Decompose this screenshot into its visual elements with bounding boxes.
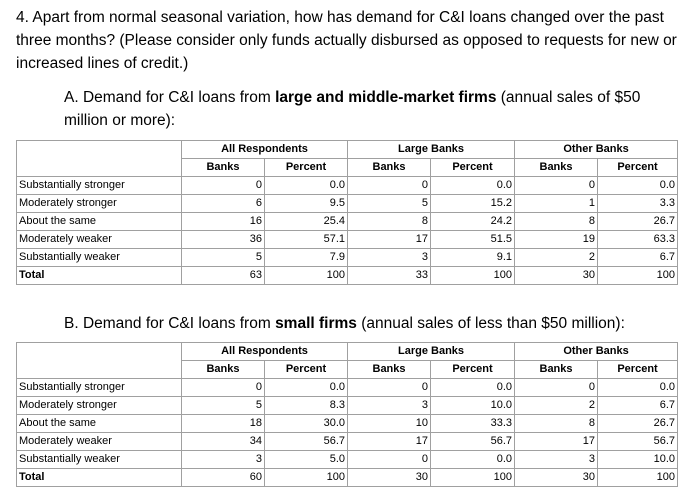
percent-cell: 0.0 xyxy=(431,451,515,469)
question-text: 4. Apart from normal seasonal variation, how has demand for C&I loans changed over the past three months? (Please consider only funds actually disbursed as opposed to requests for new or increased lines of credit.) xyxy=(16,9,677,72)
row-label: Moderately stronger xyxy=(17,195,182,213)
banks-cell: 17 xyxy=(348,433,431,451)
banks-cell: 8 xyxy=(348,213,431,231)
percent-header: Percent xyxy=(598,159,678,177)
banks-cell: 60 xyxy=(182,469,265,487)
banks-cell: 17 xyxy=(515,433,598,451)
percent-cell: 0.0 xyxy=(598,379,678,397)
row-label: Substantially weaker xyxy=(17,249,182,267)
section-a-prefix: A. Demand for C&I loans from xyxy=(64,89,276,106)
group-header: All Respondents xyxy=(182,141,348,159)
percent-cell: 100 xyxy=(431,469,515,487)
banks-cell: 18 xyxy=(182,415,265,433)
group-header: All Respondents xyxy=(182,343,348,361)
table-b xyxy=(16,342,678,487)
banks-cell: 17 xyxy=(348,231,431,249)
row-label: About the same xyxy=(17,213,182,231)
percent-cell: 10.0 xyxy=(598,451,678,469)
row-label: About the same xyxy=(17,415,182,433)
banks-cell: 3 xyxy=(348,249,431,267)
banks-cell: 0 xyxy=(182,177,265,195)
section-a-title xyxy=(64,86,674,132)
table-row xyxy=(17,415,678,433)
section-a-bold: large and middle-market firms xyxy=(275,89,497,106)
section-b-title xyxy=(64,312,674,335)
percent-cell: 56.7 xyxy=(598,433,678,451)
percent-cell: 56.7 xyxy=(265,433,348,451)
row-label: Moderately weaker xyxy=(17,231,182,249)
percent-cell: 100 xyxy=(598,267,678,285)
banks-cell: 10 xyxy=(348,415,431,433)
banks-cell: 5 xyxy=(182,397,265,415)
banks-cell: 6 xyxy=(182,195,265,213)
banks-cell: 3 xyxy=(348,397,431,415)
percent-cell: 5.0 xyxy=(265,451,348,469)
banks-cell: 0 xyxy=(182,379,265,397)
banks-cell: 30 xyxy=(515,267,598,285)
group-header: Other Banks xyxy=(515,141,678,159)
banks-cell: 34 xyxy=(182,433,265,451)
percent-cell: 6.7 xyxy=(598,249,678,267)
table-row xyxy=(17,249,678,267)
percent-cell: 0.0 xyxy=(431,177,515,195)
banks-cell: 30 xyxy=(348,469,431,487)
percent-cell: 8.3 xyxy=(265,397,348,415)
percent-cell: 26.7 xyxy=(598,213,678,231)
section-a-suffix: (annual sales of $50 million or more): xyxy=(64,89,641,129)
total-row xyxy=(17,469,678,487)
percent-cell: 100 xyxy=(598,469,678,487)
group-header: Large Banks xyxy=(348,343,515,361)
banks-header: Banks xyxy=(348,159,431,177)
percent-cell: 51.5 xyxy=(431,231,515,249)
table-row xyxy=(17,213,678,231)
banks-cell: 0 xyxy=(515,177,598,195)
percent-header: Percent xyxy=(598,361,678,379)
banks-cell: 5 xyxy=(348,195,431,213)
banks-cell: 36 xyxy=(182,231,265,249)
group-header-row xyxy=(17,343,678,361)
percent-cell: 56.7 xyxy=(431,433,515,451)
banks-cell: 0 xyxy=(348,379,431,397)
table-row xyxy=(17,397,678,415)
row-label: Total xyxy=(17,469,182,487)
percent-cell: 6.7 xyxy=(598,397,678,415)
table-row xyxy=(17,177,678,195)
group-header: Other Banks xyxy=(515,343,678,361)
percent-cell: 33.3 xyxy=(431,415,515,433)
percent-cell: 63.3 xyxy=(598,231,678,249)
table-row xyxy=(17,231,678,249)
empty-corner-cell xyxy=(17,343,182,379)
banks-cell: 0 xyxy=(348,451,431,469)
percent-cell: 0.0 xyxy=(431,379,515,397)
row-label: Substantially weaker xyxy=(17,451,182,469)
group-header-row xyxy=(17,141,678,159)
section-b-bold: small firms xyxy=(275,315,357,332)
row-label: Total xyxy=(17,267,182,285)
section-b-prefix: B. Demand for C&I loans from xyxy=(64,315,276,332)
section-b-suffix: (annual sales of less than $50 million): xyxy=(356,315,625,332)
percent-cell: 26.7 xyxy=(598,415,678,433)
percent-cell: 25.4 xyxy=(265,213,348,231)
banks-cell: 0 xyxy=(348,177,431,195)
row-label: Substantially stronger xyxy=(17,379,182,397)
banks-cell: 0 xyxy=(515,379,598,397)
percent-header: Percent xyxy=(265,159,348,177)
percent-cell: 100 xyxy=(431,267,515,285)
percent-cell: 15.2 xyxy=(431,195,515,213)
banks-cell: 63 xyxy=(182,267,265,285)
row-label: Moderately stronger xyxy=(17,397,182,415)
table-row xyxy=(17,451,678,469)
percent-cell: 0.0 xyxy=(265,379,348,397)
percent-cell: 10.0 xyxy=(431,397,515,415)
percent-header: Percent xyxy=(431,361,515,379)
banks-header: Banks xyxy=(515,159,598,177)
banks-header: Banks xyxy=(348,361,431,379)
percent-cell: 9.1 xyxy=(431,249,515,267)
banks-cell: 19 xyxy=(515,231,598,249)
banks-header: Banks xyxy=(182,159,265,177)
percent-cell: 24.2 xyxy=(431,213,515,231)
percent-cell: 100 xyxy=(265,267,348,285)
percent-cell: 0.0 xyxy=(265,177,348,195)
percent-header: Percent xyxy=(265,361,348,379)
table-row xyxy=(17,433,678,451)
percent-cell: 100 xyxy=(265,469,348,487)
total-row xyxy=(17,267,678,285)
banks-cell: 2 xyxy=(515,249,598,267)
row-label: Substantially stronger xyxy=(17,177,182,195)
percent-cell: 3.3 xyxy=(598,195,678,213)
percent-cell: 9.5 xyxy=(265,195,348,213)
banks-cell: 8 xyxy=(515,213,598,231)
row-label: Moderately weaker xyxy=(17,433,182,451)
banks-cell: 1 xyxy=(515,195,598,213)
banks-cell: 30 xyxy=(515,469,598,487)
percent-cell: 30.0 xyxy=(265,415,348,433)
banks-cell: 8 xyxy=(515,415,598,433)
banks-header: Banks xyxy=(182,361,265,379)
banks-cell: 5 xyxy=(182,249,265,267)
banks-cell: 2 xyxy=(515,397,598,415)
banks-header: Banks xyxy=(515,361,598,379)
banks-cell: 16 xyxy=(182,213,265,231)
percent-cell: 57.1 xyxy=(265,231,348,249)
table-a xyxy=(16,140,678,285)
table-row xyxy=(17,195,678,213)
banks-cell: 3 xyxy=(515,451,598,469)
percent-cell: 0.0 xyxy=(598,177,678,195)
banks-cell: 33 xyxy=(348,267,431,285)
table-row xyxy=(17,379,678,397)
group-header: Large Banks xyxy=(348,141,515,159)
banks-cell: 3 xyxy=(182,451,265,469)
empty-corner-cell xyxy=(17,141,182,177)
percent-cell: 7.9 xyxy=(265,249,348,267)
percent-header: Percent xyxy=(431,159,515,177)
